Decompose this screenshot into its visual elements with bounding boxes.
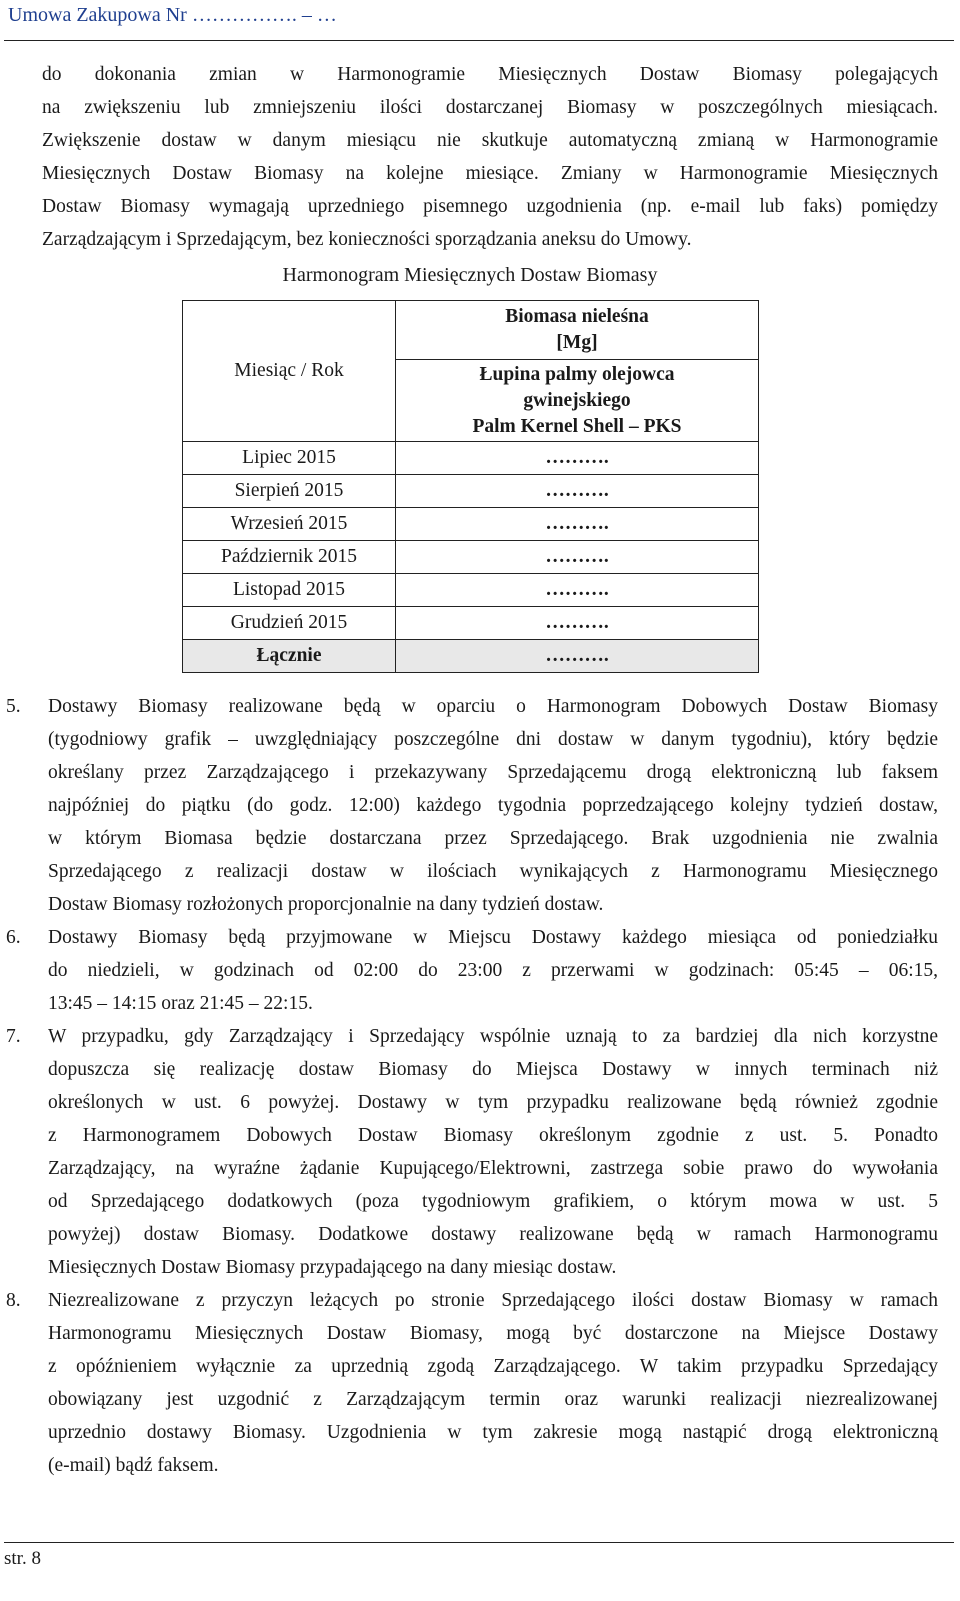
month-cell: Październik 2015 bbox=[183, 541, 396, 574]
item-line: Dostaw Biomasy rozłożonych proporcjonalnie na dany tydzień dostaw. bbox=[48, 894, 604, 915]
month-column-header: Miesiąc / Rok bbox=[183, 301, 396, 442]
page-header bbox=[4, 0, 954, 41]
table-row bbox=[183, 607, 759, 640]
item-line: najpóźniej do piątku (do godz. 12:00) każdego tygodnia poprzedzającego kolejny tydzień dostaw, bbox=[48, 795, 938, 816]
header-title: Umowa Zakupowa Nr ……………. – … bbox=[8, 4, 337, 26]
schedule-table bbox=[182, 300, 759, 673]
intro-paragraph bbox=[42, 58, 938, 256]
table-row bbox=[183, 475, 759, 508]
item-line: obowiązany jest uzgodnić z Zarządzającym termin oraz warunki realizacji niezrealizowanej bbox=[48, 1389, 938, 1410]
header-line: Łupina palmy olejowca bbox=[479, 363, 675, 385]
paragraph-line: Dostaw Biomasy wymagają uprzedniego pisemnego uzgodnienia (np. e-mail lub faks) pomiędzy bbox=[42, 196, 938, 217]
item-line: z opóźnieniem wyłącznie za uprzednią zgodą Zarządzającego. W takim przypadku Sprzedający bbox=[48, 1356, 938, 1377]
item-line: dopuszcza się realizację dostaw Biomasy do Miejsca Dostawy w innych terminach niż bbox=[48, 1059, 938, 1080]
month-cell: Grudzień 2015 bbox=[183, 607, 396, 640]
value-cell: ………. bbox=[396, 475, 759, 508]
value-cell: ………. bbox=[396, 574, 759, 607]
month-cell: Lipiec 2015 bbox=[183, 442, 396, 475]
page-number: str. 8 bbox=[4, 1548, 41, 1569]
item-line: W przypadku, gdy Zarządzający i Sprzedający wspólnie uznają to za bardziej dla nich korzystne bbox=[48, 1026, 938, 1047]
header-line: [Mg] bbox=[556, 332, 598, 354]
month-cell: Listopad 2015 bbox=[183, 574, 396, 607]
total-label: Łącznie bbox=[183, 640, 396, 673]
item-line: w którym Biomasa będzie dostarczana przez Sprzedającego. Brak uzgodnienia nie zwalnia bbox=[48, 828, 938, 849]
header-line: Palm Kernel Shell – PKS bbox=[472, 415, 682, 437]
item-line: uprzednio dostawy Biomasy. Uzgodnienia w tym zakresie mogą nastąpić drogą elektroniczną bbox=[48, 1422, 938, 1443]
item-line: Miesięcznych Dostaw Biomasy przypadającego na dany miesiąc dostaw. bbox=[48, 1257, 617, 1278]
paragraph-line: Miesięcznych Dostaw Biomasy na kolejne miesiące. Zmiany w Harmonogramie Miesięcznych bbox=[42, 163, 938, 184]
table-row bbox=[183, 541, 759, 574]
month-cell: Wrzesień 2015 bbox=[183, 508, 396, 541]
value-cell: ………. bbox=[396, 607, 759, 640]
value-column-header-bottom bbox=[396, 360, 759, 442]
list-item bbox=[6, 1020, 938, 1284]
footer-rule bbox=[4, 1542, 954, 1543]
item-number: 8. bbox=[6, 1290, 21, 1311]
total-row bbox=[183, 640, 759, 673]
item-line: (e-mail) bądź faksem. bbox=[48, 1455, 219, 1476]
item-line: z Harmonogramem Dobowych Dostaw Biomasy określonym zgodnie z ust. 5. Ponadto bbox=[48, 1125, 938, 1146]
item-line: określonych w ust. 6 powyżej. Dostawy w tym przypadku realizowane będą również zgodnie bbox=[48, 1092, 938, 1113]
item-line: Niezrealizowane z przyczyn leżących po stronie Sprzedającego ilości dostaw Biomasy w ramach bbox=[48, 1290, 938, 1311]
header-line: Biomasa nieleśna bbox=[505, 306, 649, 328]
list-item bbox=[6, 921, 938, 1020]
item-line: Sprzedającego z realizacji dostaw w ilościach wynikających z Harmonogramu Miesięcznego bbox=[48, 861, 938, 882]
item-line: Zarządzający, na wyraźne żądanie Kupującego/Elektrowni, zastrzega sobie prawo do wywołania bbox=[48, 1158, 938, 1179]
header-line: gwinejskiego bbox=[523, 389, 631, 411]
table-row bbox=[183, 574, 759, 607]
paragraph-line: do dokonania zmian w Harmonogramie Miesięcznych Dostaw Biomasy polegających bbox=[42, 64, 938, 85]
total-value: ………. bbox=[396, 640, 759, 673]
value-cell: ………. bbox=[396, 541, 759, 574]
paragraph-line: na zwiększeniu lub zmniejszeniu ilości dostarczanej Biomasy w poszczególnych miesiącach. bbox=[42, 97, 938, 118]
item-line: powyżej) dostaw Biomasy. Dodatkowe dostawy realizowane będą w ramach Harmonogramu bbox=[48, 1224, 938, 1245]
item-line: od Sprzedającego dodatkowych (poza tygodniowym grafikiem, o którym mowa w ust. 5 bbox=[48, 1191, 938, 1212]
list-item bbox=[6, 690, 938, 921]
table-row bbox=[183, 508, 759, 541]
value-cell: ………. bbox=[396, 442, 759, 475]
item-number: 6. bbox=[6, 927, 21, 948]
item-line: określany przez Zarządzającego i przekazywany Sprzedającemu drogą elektroniczną lub faksem bbox=[48, 762, 938, 783]
item-line: do niedzieli, w godzinach od 02:00 do 23:00 z przerwami w godzinach: 05:45 – 06:15, bbox=[48, 960, 938, 981]
item-line: (tygodniowy grafik – uwzględniający poszczególne dni dostaw w danym tygodniu), który będzie bbox=[48, 729, 938, 750]
month-cell: Sierpień 2015 bbox=[183, 475, 396, 508]
value-cell: ………. bbox=[396, 508, 759, 541]
item-line: Harmonogramu Miesięcznych Dostaw Biomasy, mogą być dostarczone na Miejsce Dostawy bbox=[48, 1323, 938, 1344]
table-header-row bbox=[183, 301, 759, 360]
paragraph-line: Zwiększenie dostaw w danym miesiącu nie skutkuje automatyczną zmianą w Harmonogramie bbox=[42, 130, 938, 151]
item-line: 13:45 – 14:15 oraz 21:45 – 22:15. bbox=[48, 993, 313, 1014]
table-title: Harmonogram Miesięcznych Dostaw Biomasy bbox=[282, 264, 658, 286]
item-number: 5. bbox=[6, 696, 21, 717]
item-line: Dostawy Biomasy będą przyjmowane w Miejscu Dostawy każdego miesiąca od poniedziałku bbox=[48, 927, 938, 948]
list-item bbox=[6, 1284, 938, 1482]
table-row bbox=[183, 442, 759, 475]
item-number: 7. bbox=[6, 1026, 21, 1047]
value-column-header-top bbox=[396, 301, 759, 360]
numbered-list bbox=[6, 690, 938, 1482]
item-line: Dostawy Biomasy realizowane będą w oparciu o Harmonogram Dobowych Dostaw Biomasy bbox=[48, 696, 938, 717]
paragraph-line: Zarządzającym i Sprzedającym, bez konieczności sporządzania aneksu do Umowy. bbox=[42, 229, 692, 250]
